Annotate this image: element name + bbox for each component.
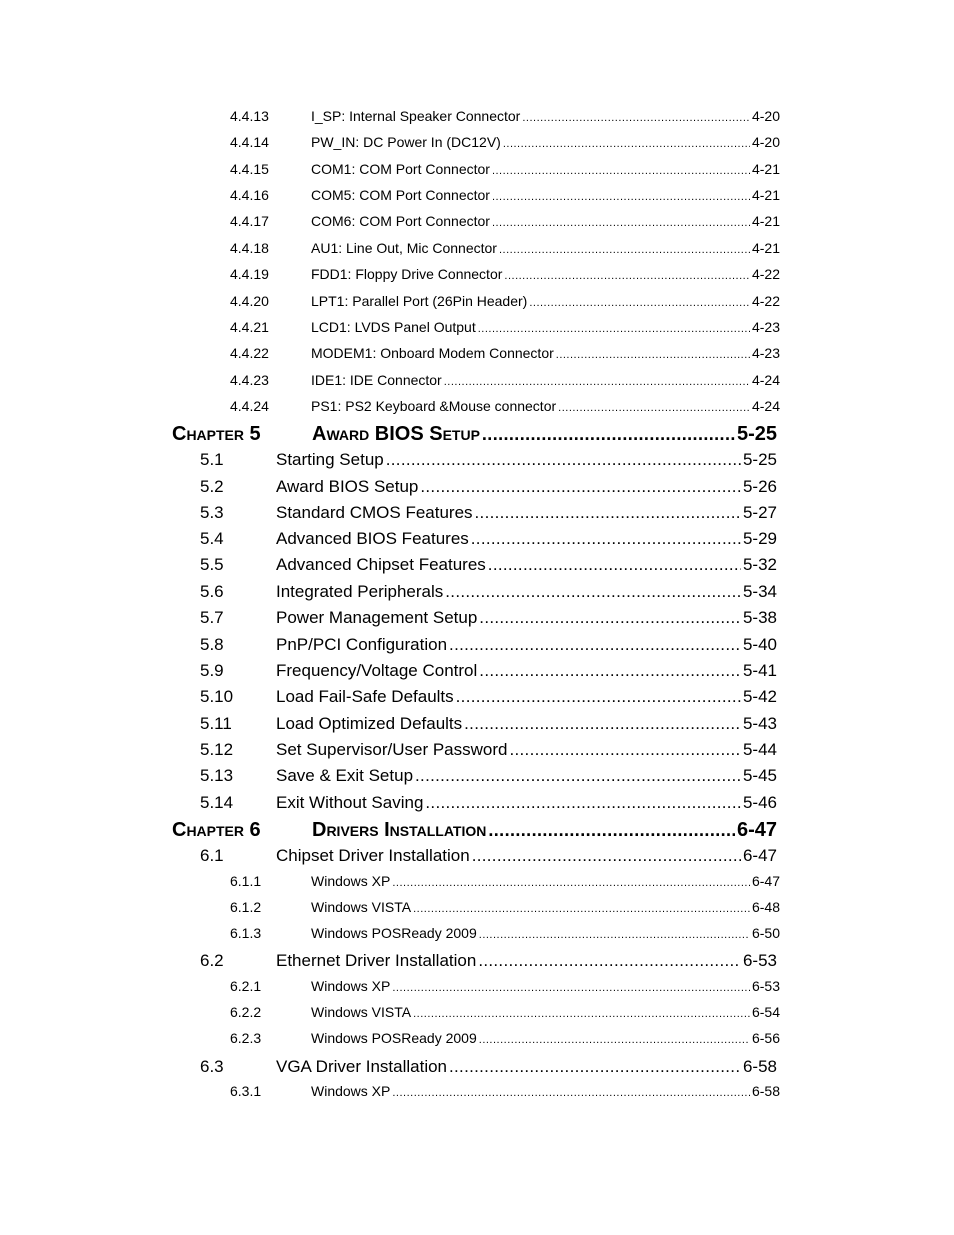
toc-entry-page: 4-21 bbox=[751, 161, 780, 177]
toc-entry[interactable] bbox=[200, 555, 777, 579]
toc-entry[interactable] bbox=[200, 529, 777, 553]
dot-leader bbox=[444, 376, 750, 388]
toc-entry[interactable] bbox=[230, 925, 780, 945]
toc-entry[interactable] bbox=[230, 1030, 780, 1050]
toc-entry-number: 4.4.14 bbox=[230, 134, 269, 150]
toc-entry[interactable] bbox=[200, 793, 777, 817]
toc-entry-page: 5-38 bbox=[742, 608, 777, 627]
toc-entry[interactable] bbox=[230, 398, 780, 418]
toc-entry-page: 6-48 bbox=[751, 899, 780, 915]
toc-entry-page: 5-25 bbox=[742, 450, 777, 469]
toc-entry-number: 6.2.3 bbox=[230, 1030, 262, 1046]
toc-entry-title: FDD1: Floppy Drive Connector bbox=[311, 266, 503, 282]
toc-entry-page: 4-23 bbox=[751, 319, 780, 335]
toc-entry[interactable] bbox=[200, 687, 777, 711]
toc-entry-number: 5.10 bbox=[200, 687, 234, 706]
toc-entry-number: 4.4.20 bbox=[230, 293, 269, 309]
toc-entry-page: 6-47 bbox=[742, 846, 777, 865]
toc-entry-page: 6-58 bbox=[742, 1057, 777, 1076]
toc-entry-page: 5-43 bbox=[742, 714, 777, 733]
toc-entry-page: 6-47 bbox=[736, 819, 777, 841]
toc-entry-title: Advanced BIOS Features bbox=[276, 529, 469, 548]
toc-entry-title: Standard CMOS Features bbox=[276, 503, 473, 522]
toc-entry[interactable] bbox=[200, 740, 777, 764]
toc-entry-page: 5-32 bbox=[742, 555, 777, 574]
toc-entry-title: MODEM1: Onboard Modem Connector bbox=[311, 345, 554, 361]
toc-entry-page: 6-58 bbox=[751, 1083, 780, 1099]
toc-entry[interactable] bbox=[230, 319, 780, 339]
toc-entry-number: 6.2.2 bbox=[230, 1004, 262, 1020]
dot-leader bbox=[492, 191, 750, 203]
toc-entry-page: 5-46 bbox=[742, 793, 777, 812]
toc-entry[interactable] bbox=[230, 345, 780, 365]
toc-entry-title: Load Fail-Safe Defaults bbox=[276, 687, 454, 706]
dot-leader bbox=[392, 877, 750, 889]
toc-entry-title: PS1: PS2 Keyboard &Mouse connector bbox=[311, 398, 557, 414]
toc-entry-number: 5.9 bbox=[200, 661, 224, 680]
toc-entry[interactable] bbox=[200, 661, 777, 685]
toc-entry-page: 5-27 bbox=[742, 503, 777, 522]
dot-leader bbox=[479, 1034, 750, 1046]
toc-entry-title: Integrated Peripherals bbox=[276, 582, 444, 601]
toc-entry-page: 4-22 bbox=[751, 266, 780, 282]
toc-entry-number: 5.11 bbox=[200, 714, 232, 733]
toc-entry-page: 5-40 bbox=[742, 635, 777, 654]
toc-entry-page: 6-53 bbox=[751, 978, 780, 994]
toc-entry-number: 4.4.16 bbox=[230, 187, 269, 203]
toc-entry[interactable] bbox=[230, 161, 780, 181]
toc-entry[interactable] bbox=[230, 293, 780, 313]
toc-entry-number: Chapter 6 bbox=[172, 819, 261, 841]
toc-entry-page: 4-20 bbox=[751, 108, 780, 124]
toc-entry-number: 5.8 bbox=[200, 635, 224, 654]
dot-leader bbox=[479, 661, 741, 681]
toc-entry-number: 6.2.1 bbox=[230, 978, 262, 994]
dot-leader bbox=[529, 297, 750, 309]
toc-entry-title: Drivers Installation bbox=[312, 819, 487, 841]
dot-leader bbox=[488, 820, 735, 841]
dot-leader bbox=[449, 635, 741, 655]
toc-entry-number: 4.4.17 bbox=[230, 213, 269, 229]
toc-entry-title: IDE1: IDE Connector bbox=[311, 372, 442, 388]
toc-entry-page: 4-24 bbox=[751, 372, 780, 388]
toc-entry-number: 5.1 bbox=[200, 450, 224, 469]
dot-leader bbox=[504, 270, 750, 282]
dot-leader bbox=[472, 846, 741, 866]
toc-entry-number: 4.4.15 bbox=[230, 161, 269, 177]
toc-entry[interactable] bbox=[200, 714, 777, 738]
toc-entry-title: Set Supervisor/User Password bbox=[276, 740, 508, 759]
toc-entry-title: Save & Exit Setup bbox=[276, 766, 414, 785]
toc-entry[interactable] bbox=[230, 108, 780, 128]
toc-entry-title: COM1: COM Port Connector bbox=[311, 161, 490, 177]
dot-leader bbox=[479, 929, 750, 941]
toc-entry-number: 4.4.24 bbox=[230, 398, 269, 414]
toc-entry[interactable] bbox=[230, 1004, 780, 1024]
toc-entry-number: 5.14 bbox=[200, 793, 234, 812]
toc-entry[interactable] bbox=[200, 450, 777, 474]
toc-entry-page: 5-25 bbox=[736, 423, 777, 445]
toc-entry-page: 4-23 bbox=[751, 345, 780, 361]
dot-leader bbox=[425, 793, 741, 813]
toc-entry-page: 5-26 bbox=[742, 477, 777, 496]
toc-entry-title: Windows XP bbox=[311, 1083, 391, 1099]
toc-entry-page: 6-56 bbox=[751, 1030, 780, 1046]
toc-entry-title: Advanced Chipset Features bbox=[276, 555, 486, 574]
dot-leader bbox=[482, 424, 735, 445]
toc-entry[interactable] bbox=[230, 187, 780, 207]
toc-entry[interactable] bbox=[200, 766, 777, 790]
toc-entry-page: 5-41 bbox=[742, 661, 777, 680]
toc-entry-title: PW_IN: DC Power In (DC12V) bbox=[311, 134, 501, 150]
toc-entry[interactable] bbox=[230, 1083, 780, 1103]
toc-entry-page: 6-47 bbox=[751, 873, 780, 889]
toc-entry-page: 4-21 bbox=[751, 240, 780, 256]
toc-entry-title: Exit Without Saving bbox=[276, 793, 424, 812]
toc-entry-page: 6-54 bbox=[751, 1004, 780, 1020]
toc-entry-number: 6.1 bbox=[200, 846, 224, 865]
dot-leader bbox=[478, 323, 750, 335]
toc-entry-number: 5.2 bbox=[200, 477, 224, 496]
toc-entry-title: Award BIOS Setup bbox=[312, 423, 480, 445]
toc-entry-title: Power Management Setup bbox=[276, 608, 478, 627]
dot-leader bbox=[386, 450, 741, 470]
dot-leader bbox=[456, 687, 741, 707]
toc-entry-number: 6.2 bbox=[200, 951, 224, 970]
toc-entry-number: 6.3 bbox=[200, 1057, 224, 1076]
toc-entry-title: VGA Driver Installation bbox=[276, 1057, 448, 1076]
toc-entry-page: 4-21 bbox=[751, 187, 780, 203]
toc-entry[interactable] bbox=[200, 503, 777, 527]
toc-entry-number: 4.4.18 bbox=[230, 240, 269, 256]
toc-entry[interactable] bbox=[230, 213, 780, 233]
dot-leader bbox=[503, 138, 750, 150]
toc-entry-number: Chapter 5 bbox=[172, 423, 261, 445]
dot-leader bbox=[558, 402, 750, 414]
toc-entry[interactable] bbox=[200, 846, 777, 870]
toc-entry-page: 5-45 bbox=[742, 766, 777, 785]
dot-leader bbox=[471, 529, 741, 549]
toc-entry[interactable] bbox=[230, 266, 780, 286]
toc-entry-title: PnP/PCI Configuration bbox=[276, 635, 448, 654]
toc-entry[interactable] bbox=[230, 240, 780, 260]
toc-entry-page: 6-50 bbox=[751, 925, 780, 941]
toc-chapter-entry[interactable] bbox=[172, 819, 777, 845]
dot-leader bbox=[415, 766, 741, 786]
toc-entry[interactable] bbox=[200, 1057, 777, 1081]
toc-entry-title: Windows POSReady 2009 bbox=[311, 925, 477, 941]
toc-entry[interactable] bbox=[200, 477, 777, 501]
toc-entry-number: 5.4 bbox=[200, 529, 224, 548]
toc-entry-number: 5.5 bbox=[200, 555, 224, 574]
toc-entry-title: Windows VISTA bbox=[311, 1004, 412, 1020]
dot-leader bbox=[488, 555, 741, 575]
toc-entry-page: 4-22 bbox=[751, 293, 780, 309]
toc-entry-number: 5.7 bbox=[200, 608, 224, 627]
dot-leader bbox=[556, 349, 750, 361]
toc-entry[interactable] bbox=[200, 582, 777, 606]
toc-entry[interactable] bbox=[230, 134, 780, 154]
toc-entry-page: 6-53 bbox=[742, 951, 777, 970]
dot-leader bbox=[413, 1008, 750, 1020]
toc-entry-page: 4-21 bbox=[751, 213, 780, 229]
dot-leader bbox=[449, 1057, 741, 1077]
dot-leader bbox=[413, 903, 750, 915]
toc-entry-number: 4.4.19 bbox=[230, 266, 269, 282]
toc-entry-title: COM5: COM Port Connector bbox=[311, 187, 490, 203]
toc-entry-page: 4-24 bbox=[751, 398, 780, 414]
toc-entry-number: 4.4.13 bbox=[230, 108, 269, 124]
toc-entry[interactable] bbox=[200, 951, 777, 975]
toc-entry-title: AU1: Line Out, Mic Connector bbox=[311, 240, 497, 256]
toc-entry[interactable] bbox=[230, 899, 780, 919]
toc-entry-title: LPT1: Parallel Port (26Pin Header) bbox=[311, 293, 528, 309]
toc-entry[interactable] bbox=[230, 978, 780, 998]
toc-entry-number: 4.4.22 bbox=[230, 345, 269, 361]
toc-entry-number: 4.4.21 bbox=[230, 319, 269, 335]
dot-leader bbox=[475, 503, 741, 523]
dot-leader bbox=[492, 165, 750, 177]
dot-leader bbox=[522, 112, 750, 124]
toc-entry-title: Ethernet Driver Installation bbox=[276, 951, 477, 970]
toc-entry-page: 5-44 bbox=[742, 740, 777, 759]
toc-entry-number: 6.1.2 bbox=[230, 899, 262, 915]
toc-entry-number: 4.4.23 bbox=[230, 372, 269, 388]
dot-leader bbox=[392, 982, 750, 994]
toc-entry-page: 5-29 bbox=[742, 529, 777, 548]
toc-entry-number: 6.3.1 bbox=[230, 1083, 262, 1099]
toc-chapter-entry[interactable] bbox=[172, 423, 777, 449]
toc-entry-title: Windows XP bbox=[311, 873, 391, 889]
toc-entry-number: 5.6 bbox=[200, 582, 224, 601]
dot-leader bbox=[445, 582, 741, 602]
toc-entry-title: Chipset Driver Installation bbox=[276, 846, 470, 865]
toc-entry-title: Windows POSReady 2009 bbox=[311, 1030, 477, 1046]
toc-entry-title: Windows XP bbox=[311, 978, 391, 994]
toc-entry-number: 5.13 bbox=[200, 766, 234, 785]
dot-leader bbox=[478, 951, 741, 971]
toc-entry-number: 5.3 bbox=[200, 503, 224, 522]
toc-entry-title: COM6: COM Port Connector bbox=[311, 213, 490, 229]
toc-entry-title: Windows VISTA bbox=[311, 899, 412, 915]
toc-entry[interactable] bbox=[200, 608, 777, 632]
dot-leader bbox=[509, 740, 740, 760]
toc-entry-title: Frequency/Voltage Control bbox=[276, 661, 478, 680]
toc-entry-page: 5-42 bbox=[742, 687, 777, 706]
dot-leader bbox=[499, 244, 750, 256]
toc-entry-title: Load Optimized Defaults bbox=[276, 714, 463, 733]
dot-leader bbox=[479, 608, 741, 628]
toc-entry-title: Award BIOS Setup bbox=[276, 477, 419, 496]
dot-leader bbox=[492, 217, 750, 229]
toc-entry-title: I_SP: Internal Speaker Connector bbox=[311, 108, 521, 124]
toc-entry-title: LCD1: LVDS Panel Output bbox=[311, 319, 476, 335]
toc-entry-number: 5.12 bbox=[200, 740, 234, 759]
toc-entry-title: Starting Setup bbox=[276, 450, 384, 469]
toc-entry-number: 6.1.3 bbox=[230, 925, 262, 941]
dot-leader bbox=[420, 477, 741, 497]
dot-leader bbox=[392, 1087, 750, 1099]
toc-entry-number: 6.1.1 bbox=[230, 873, 262, 889]
dot-leader bbox=[464, 714, 741, 734]
toc-entry[interactable] bbox=[200, 635, 777, 659]
toc-entry[interactable] bbox=[230, 372, 780, 392]
toc-entry[interactable] bbox=[230, 873, 780, 893]
toc-entry-page: 5-34 bbox=[742, 582, 777, 601]
toc-entry-page: 4-20 bbox=[751, 134, 780, 150]
